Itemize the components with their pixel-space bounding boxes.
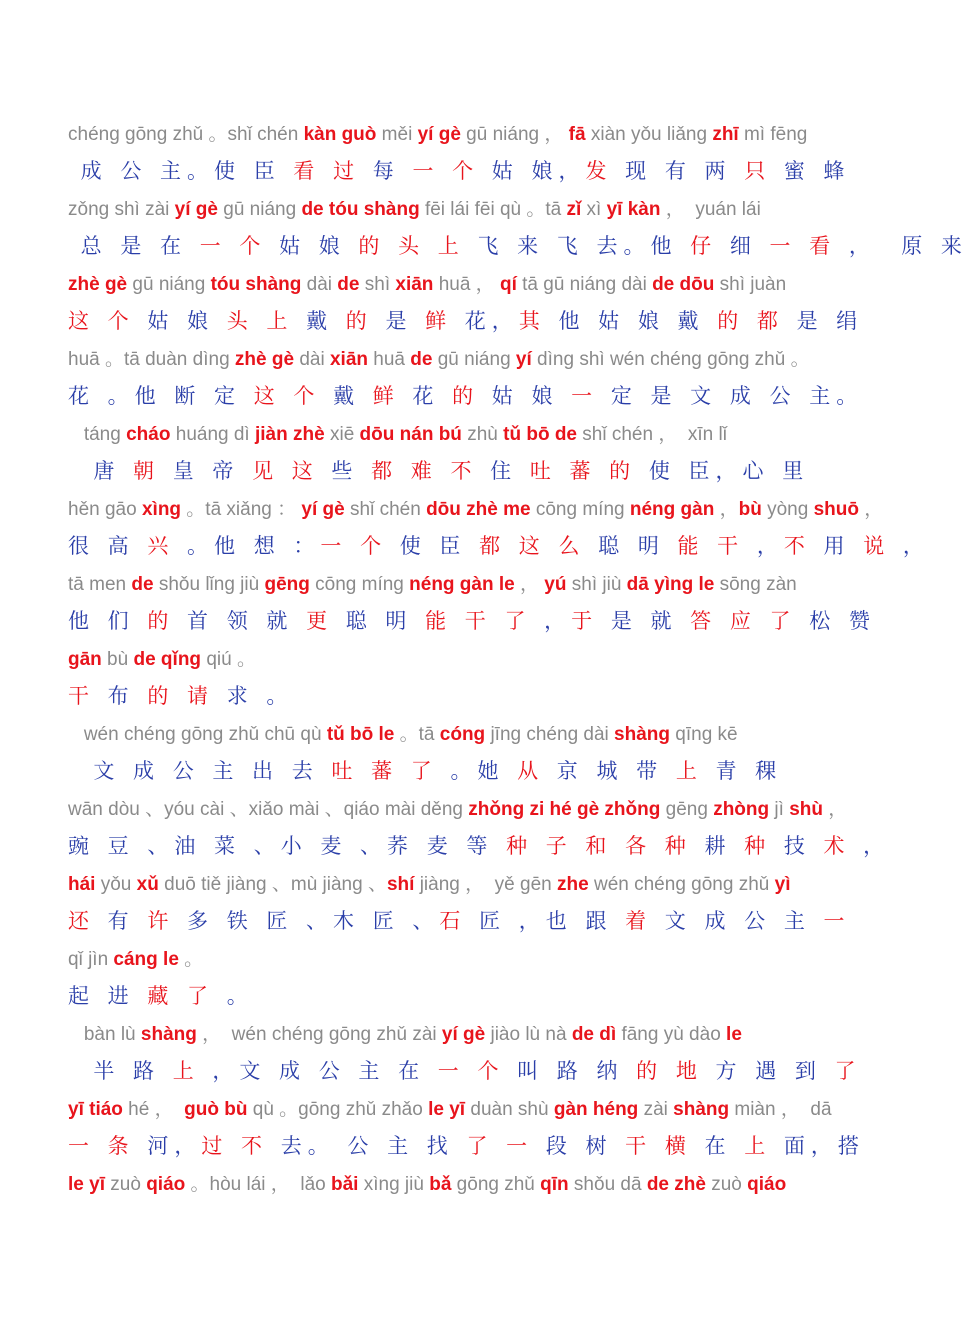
text-segment: 文 成 公 主	[652, 909, 824, 933]
text-segment: ， 原 来	[836, 234, 968, 258]
highlighted-text: de qǐng	[133, 649, 202, 670]
text-segment: 姑 娘，	[479, 159, 586, 183]
highlighted-text: 的	[452, 384, 480, 408]
text-segment: 段 树	[533, 1134, 626, 1158]
highlighted-text: 一 条	[68, 1134, 135, 1158]
highlighted-text: qiáo	[747, 1174, 787, 1195]
highlighted-text: le	[726, 1024, 742, 1045]
text-segment: 面，搭	[771, 1134, 865, 1158]
highlighted-text: yí gè	[441, 1024, 486, 1045]
text-segment: jì	[769, 799, 790, 820]
highlighted-text: 许	[147, 909, 175, 933]
highlighted-text: 看 过	[293, 159, 361, 183]
text-segment: ， wén chéng gōng zhǔ zài	[196, 1024, 442, 1045]
highlighted-text: dōu zhè me	[426, 499, 531, 520]
text-segment: 求 。	[214, 684, 294, 708]
text-segment: xiē	[324, 424, 360, 445]
highlighted-text: le yī	[68, 1174, 105, 1195]
highlighted-text: 一	[571, 384, 599, 408]
highlighted-text: gēng	[264, 574, 310, 595]
text-segment: gōng zhǔ	[451, 1174, 541, 1195]
text-segment: duàn shù	[465, 1099, 554, 1120]
pinyin-line	[68, 193, 908, 226]
highlighted-text: 能 干 了	[425, 609, 532, 633]
text-segment: shǐ chén ， xīn lǐ	[577, 424, 727, 445]
highlighted-text: 能 干	[677, 534, 745, 558]
highlighted-text: 种	[744, 834, 772, 858]
text-segment: 。hòu lái ， lǎo	[185, 1174, 331, 1195]
highlighted-text: 干	[68, 684, 95, 708]
text-segment: 京 城 带	[544, 759, 676, 783]
highlighted-text: le yī	[428, 1099, 466, 1120]
text-segment: zài	[638, 1099, 674, 1120]
hanzi-line	[68, 751, 908, 793]
highlighted-text: 只	[744, 159, 772, 183]
highlighted-text: zhòng	[713, 799, 770, 820]
text-segment: ，	[850, 834, 891, 858]
highlighted-text: de	[337, 274, 360, 295]
pinyin-line	[68, 1018, 908, 1051]
pinyin-line	[68, 493, 908, 526]
text-segment: shì jiù	[566, 574, 627, 595]
text-page	[68, 118, 968, 1201]
text-segment: jīng chéng dài	[485, 724, 615, 745]
pinyin-line	[68, 568, 908, 601]
text-segment: 些	[318, 459, 372, 483]
highlighted-text: gàn héng	[553, 1099, 639, 1120]
text-segment: 使 臣，心 里	[636, 459, 810, 483]
text-segment: dài	[301, 274, 338, 295]
text-segment: hěn gāo	[68, 499, 142, 520]
text-segment: huáng dì	[170, 424, 255, 445]
highlighted-text: 还	[68, 909, 95, 933]
text-segment: zǒng shì zài	[68, 199, 175, 220]
text-segment: shǐ chén	[344, 499, 427, 520]
text-segment: 文 成 公 主 出 去	[68, 759, 332, 783]
text-segment: 姑 娘	[134, 309, 227, 333]
text-segment: cōng míng	[309, 574, 410, 595]
text-segment: bàn lù	[68, 1024, 141, 1045]
highlighted-text: yī tiáo	[68, 1099, 123, 1120]
highlighted-text: 一 个	[320, 534, 388, 558]
text-segment: wén chéng gōng zhǔ chū qù	[68, 724, 327, 745]
highlighted-text: de dì	[571, 1024, 617, 1045]
highlighted-text: 更	[306, 609, 334, 633]
highlighted-text: zhè gè	[68, 274, 128, 295]
text-segment: cōng míng	[530, 499, 630, 520]
text-segment: tā gū niáng dài	[516, 274, 653, 295]
hanzi-line	[68, 1051, 908, 1093]
highlighted-text: de zhè	[646, 1174, 706, 1195]
text-segment: 起 进	[68, 984, 148, 1008]
text-segment: qiú 。	[201, 649, 256, 670]
text-segment: shǒu dā	[568, 1174, 647, 1195]
highlighted-text: 答 应 了	[690, 609, 797, 633]
text-segment: shì	[359, 274, 396, 295]
highlighted-text: 种 子 和 各 种	[506, 834, 692, 858]
text-segment: gū niáng ，	[460, 124, 569, 145]
highlighted-text: 仔	[690, 234, 718, 258]
highlighted-text: 都 难 不	[371, 459, 478, 483]
text-segment: hé ，	[122, 1099, 185, 1120]
highlighted-text: tǔ bō le	[326, 724, 395, 745]
highlighted-text: 这 个	[68, 309, 135, 333]
text-segment: wén chéng gōng zhǔ	[588, 874, 775, 895]
text-segment: 很 高	[68, 534, 148, 558]
highlighted-text: tǔ bō de	[503, 424, 578, 445]
hanzi-line	[68, 451, 908, 493]
text-segment: 他 姑 娘 戴	[545, 309, 718, 333]
hanzi-line	[68, 601, 908, 643]
text-segment: fēi lái fēi qù 。tā	[419, 199, 567, 220]
text-segment: 方 遇 到	[702, 1059, 835, 1083]
text-segment: 多 铁 匠 、木 匠 、	[174, 909, 440, 933]
text-segment: 总 是 在	[68, 234, 200, 258]
highlighted-text: 一 个	[437, 1059, 505, 1083]
highlighted-text: 上	[675, 759, 703, 783]
text-segment: ，文 成 公 主 在	[199, 1059, 438, 1083]
text-segment: 耕	[691, 834, 745, 858]
highlighted-text: 其	[518, 309, 546, 333]
pinyin-line	[68, 793, 908, 826]
text-segment: fāng yù dào	[616, 1024, 727, 1045]
text-segment: 有	[95, 909, 148, 933]
text-segment: 。她	[437, 759, 518, 783]
highlighted-text: shuō	[813, 499, 859, 520]
highlighted-text: zhe	[557, 874, 589, 895]
highlighted-text: de dōu	[652, 274, 715, 295]
highlighted-text: 见 这	[252, 459, 319, 483]
text-segment: yǒu	[95, 874, 137, 895]
text-segment: 住	[477, 459, 530, 483]
text-segment: 用	[810, 534, 864, 558]
pinyin-line	[68, 418, 908, 451]
highlighted-text: guò bù	[184, 1099, 248, 1120]
text-segment: 豌 豆 、油 菜 、小 麦 、荞 麦 等	[68, 834, 507, 858]
highlighted-text: zǐ	[566, 199, 582, 220]
highlighted-text: xiān	[329, 349, 368, 370]
highlighted-text: qiáo	[146, 1174, 186, 1195]
highlighted-text: 都 这 么	[479, 534, 586, 558]
highlighted-text: de	[131, 574, 154, 595]
text-segment: xì	[581, 199, 607, 220]
pinyin-line	[68, 1168, 908, 1201]
text-segment: 现 有 两	[612, 159, 745, 183]
highlighted-text: yī kàn	[606, 199, 661, 220]
text-segment: 戴	[320, 384, 373, 408]
text-segment: sōng zàn	[714, 574, 797, 595]
highlighted-text: 了	[834, 1059, 862, 1083]
text-segment: ，	[890, 534, 930, 558]
text-segment: gēng	[660, 799, 714, 820]
text-segment: qīng kē	[670, 724, 738, 745]
highlighted-text: dā yìng le	[626, 574, 715, 595]
highlighted-text: 的 都	[717, 309, 784, 333]
text-segment: 花	[399, 384, 453, 408]
highlighted-text: qīn	[540, 1174, 569, 1195]
highlighted-text: yí gè	[417, 124, 461, 145]
highlighted-text: bǎ	[429, 1174, 452, 1195]
highlighted-text: 一 个	[412, 159, 480, 183]
text-segment: 河，	[134, 1134, 202, 1158]
highlighted-text: 上	[172, 1059, 200, 1083]
text-segment: 去。 公 主 找	[268, 1134, 467, 1158]
text-segment: xìng jiù	[358, 1174, 430, 1195]
pinyin-line	[68, 1093, 908, 1126]
highlighted-text: gān	[68, 649, 102, 670]
hanzi-line	[68, 1126, 908, 1168]
highlighted-text: 头 上	[226, 309, 294, 333]
text-segment: 唐	[68, 459, 134, 483]
text-segment: ，	[822, 799, 848, 820]
text-segment: dìng shì wén chéng gōng zhǔ 。	[531, 349, 810, 370]
highlighted-text: 过 不	[201, 1134, 269, 1158]
highlighted-text: dōu nán bú	[359, 424, 462, 445]
highlighted-text: 一	[823, 909, 851, 933]
hanzi-line	[68, 901, 908, 943]
highlighted-text: 吐 蕃 的	[529, 459, 637, 483]
highlighted-text: néng gàn le	[409, 574, 515, 595]
text-segment: 聪 明	[585, 534, 678, 558]
text-segment: 是 就	[598, 609, 691, 633]
highlighted-text: zhè gè	[234, 349, 295, 370]
highlighted-text: 兴	[147, 534, 175, 558]
highlighted-text: 这 个	[253, 384, 321, 408]
highlighted-text: de	[410, 349, 433, 370]
text-segment: 。tā xiǎng ：	[181, 499, 302, 520]
text-segment: 。	[178, 949, 204, 970]
hanzi-line	[68, 976, 908, 1018]
hanzi-line	[68, 526, 930, 568]
pinyin-line	[68, 718, 908, 751]
text-segment: huā	[368, 349, 411, 370]
text-segment: 蜜 蜂	[771, 159, 851, 183]
text-segment: 技	[771, 834, 824, 858]
highlighted-text: jiàn zhè	[255, 424, 325, 445]
text-segment: ，	[514, 574, 545, 595]
text-segment: qù 。gōng zhǔ zhǎo	[247, 1099, 429, 1120]
text-segment: 青 稞	[702, 759, 783, 783]
text-segment: 成 公 主。使 臣	[68, 159, 294, 183]
text-segment: shì juàn	[714, 274, 787, 295]
text-segment: 飞 来 飞 去。他	[464, 234, 691, 258]
text-segment: ，	[531, 609, 572, 633]
text-segment: měi	[376, 124, 418, 145]
highlighted-text: shàng	[614, 724, 670, 745]
highlighted-text: 干 横	[625, 1134, 692, 1158]
text-segment: 是 绢	[783, 309, 864, 333]
text-segment: zhù	[461, 424, 504, 445]
text-segment: ，	[744, 534, 784, 558]
highlighted-text: 的 请	[147, 684, 215, 708]
hanzi-line	[68, 376, 908, 418]
text-segment: 首 领 就	[174, 609, 307, 633]
highlighted-text: 说	[863, 534, 891, 558]
text-segment: jiào lù nà	[485, 1024, 572, 1045]
highlighted-text: 藏 了	[147, 984, 215, 1008]
highlighted-text: 着	[625, 909, 653, 933]
highlighted-text: yú	[544, 574, 567, 595]
highlighted-text: tóu shàng	[210, 274, 302, 295]
text-segment: zuò	[104, 1174, 147, 1195]
highlighted-text: 不	[783, 534, 811, 558]
text-segment: xiàn yǒu liǎng	[585, 124, 713, 145]
pinyin-line	[68, 118, 908, 151]
text-segment: ，	[858, 499, 884, 520]
text-segment: jiàng ， yě gēn	[414, 874, 558, 895]
text-segment: 布	[95, 684, 148, 708]
highlighted-text: zhī	[712, 124, 739, 145]
highlighted-text: shí	[386, 874, 415, 895]
highlighted-text: shàng	[140, 1024, 197, 1045]
highlighted-text: de tóu shàng	[301, 199, 420, 220]
text-segment: 姑 娘	[479, 384, 572, 408]
text-segment: gū niáng	[127, 274, 211, 295]
highlighted-text: xǔ	[136, 874, 159, 895]
text-segment: 姑 娘	[266, 234, 359, 258]
highlighted-text: 的	[147, 609, 175, 633]
text-segment: 使 臣	[387, 534, 480, 558]
text-segment: 。他 想 ：	[174, 534, 321, 558]
pinyin-line	[68, 868, 908, 901]
highlighted-text: 上	[744, 1134, 772, 1158]
highlighted-text: 一 个	[199, 234, 267, 258]
hanzi-line	[68, 826, 908, 868]
highlighted-text: yí gè	[301, 499, 345, 520]
highlighted-text: bù	[738, 499, 762, 520]
text-segment: mì fēng	[738, 124, 808, 145]
highlighted-text: bǎi	[331, 1174, 359, 1195]
highlighted-text: 了 一	[466, 1134, 534, 1158]
text-segment: 。tā	[394, 724, 440, 745]
text-segment: yòng	[761, 499, 814, 520]
hanzi-line	[68, 226, 968, 268]
text-segment: táng	[68, 424, 127, 445]
hanzi-line	[68, 301, 908, 343]
highlighted-text: kàn guò	[303, 124, 377, 145]
pinyin-line	[68, 943, 908, 976]
text-segment: gū niáng	[217, 199, 302, 220]
text-segment: 花 。他 断 定	[68, 384, 254, 408]
text-segment: ， yuán lái	[660, 199, 761, 220]
text-segment: 是	[372, 309, 426, 333]
highlighted-text: 鲜	[425, 309, 453, 333]
highlighted-text: cóng	[439, 724, 486, 745]
highlighted-text: 鲜	[372, 384, 400, 408]
highlighted-text: hái	[68, 874, 96, 895]
highlighted-text: 发	[585, 159, 613, 183]
text-segment: ，	[714, 499, 739, 520]
highlighted-text: shù	[789, 799, 823, 820]
hanzi-line	[68, 151, 908, 193]
text-segment: qǐ jìn	[68, 949, 114, 970]
text-segment: chéng gōng zhǔ 。shǐ chén	[68, 124, 304, 145]
highlighted-text: yí gè	[174, 199, 218, 220]
text-segment: tā men	[68, 574, 132, 595]
text-segment: duō tiě jiàng 、mù jiàng 、	[158, 874, 387, 895]
pinyin-line	[68, 343, 908, 376]
highlighted-text: 术	[823, 834, 851, 858]
text-segment: 在	[691, 1134, 745, 1158]
text-segment: 他 们	[68, 609, 148, 633]
text-segment: 花，	[452, 309, 519, 333]
highlighted-text: 的	[345, 309, 373, 333]
highlighted-text: 朝	[133, 459, 161, 483]
text-segment: 松 赞	[796, 609, 876, 633]
text-segment: gū niáng	[432, 349, 516, 370]
highlighted-text: néng gàn	[629, 499, 715, 520]
text-segment: huā 。tā duàn dìng	[68, 349, 235, 370]
highlighted-text: 一 看	[769, 234, 837, 258]
text-segment: 皇 帝	[160, 459, 253, 483]
text-segment: 定 是 文 成 公 主。	[598, 384, 864, 408]
text-segment: wān dòu 、yóu cài 、xiǎo mài 、qiáo mài děng	[68, 799, 469, 820]
text-segment: bù	[101, 649, 134, 670]
highlighted-text: fā	[568, 124, 586, 145]
text-segment: 聪 明	[333, 609, 426, 633]
text-segment: miàn ， dā	[729, 1099, 832, 1120]
text-segment: 。	[214, 984, 254, 1008]
text-segment: 叫 路 纳	[504, 1059, 637, 1083]
text-segment: 半 路	[68, 1059, 173, 1083]
highlighted-text: qí	[499, 274, 517, 295]
highlighted-text: yí	[515, 349, 532, 370]
text-segment: 每	[360, 159, 413, 183]
highlighted-text: 从	[517, 759, 545, 783]
highlighted-text: yì	[774, 874, 791, 895]
text-segment: 戴	[293, 309, 346, 333]
hanzi-line	[68, 676, 908, 718]
highlighted-text: shàng	[673, 1099, 730, 1120]
highlighted-text: cháo	[126, 424, 171, 445]
highlighted-text: 石	[439, 909, 467, 933]
text-segment: huā ，	[433, 274, 500, 295]
text-segment: dài	[294, 349, 330, 370]
pinyin-line	[68, 643, 908, 676]
highlighted-text: 吐 蕃 了	[331, 759, 438, 783]
highlighted-text: cáng le	[113, 949, 179, 970]
highlighted-text: zhǒng zi hé gè zhǒng	[468, 799, 661, 820]
text-segment: zuò	[705, 1174, 748, 1195]
text-segment: shǒu lǐng jiù	[153, 574, 265, 595]
highlighted-text: 的 头 上	[358, 234, 465, 258]
pinyin-line	[68, 268, 908, 301]
text-segment: 细	[717, 234, 770, 258]
highlighted-text: xiān	[395, 274, 434, 295]
highlighted-text: 于	[571, 609, 599, 633]
highlighted-text: 的 地	[636, 1059, 703, 1083]
text-segment: 匠 ，也 跟	[466, 909, 626, 933]
highlighted-text: xìng	[141, 499, 182, 520]
